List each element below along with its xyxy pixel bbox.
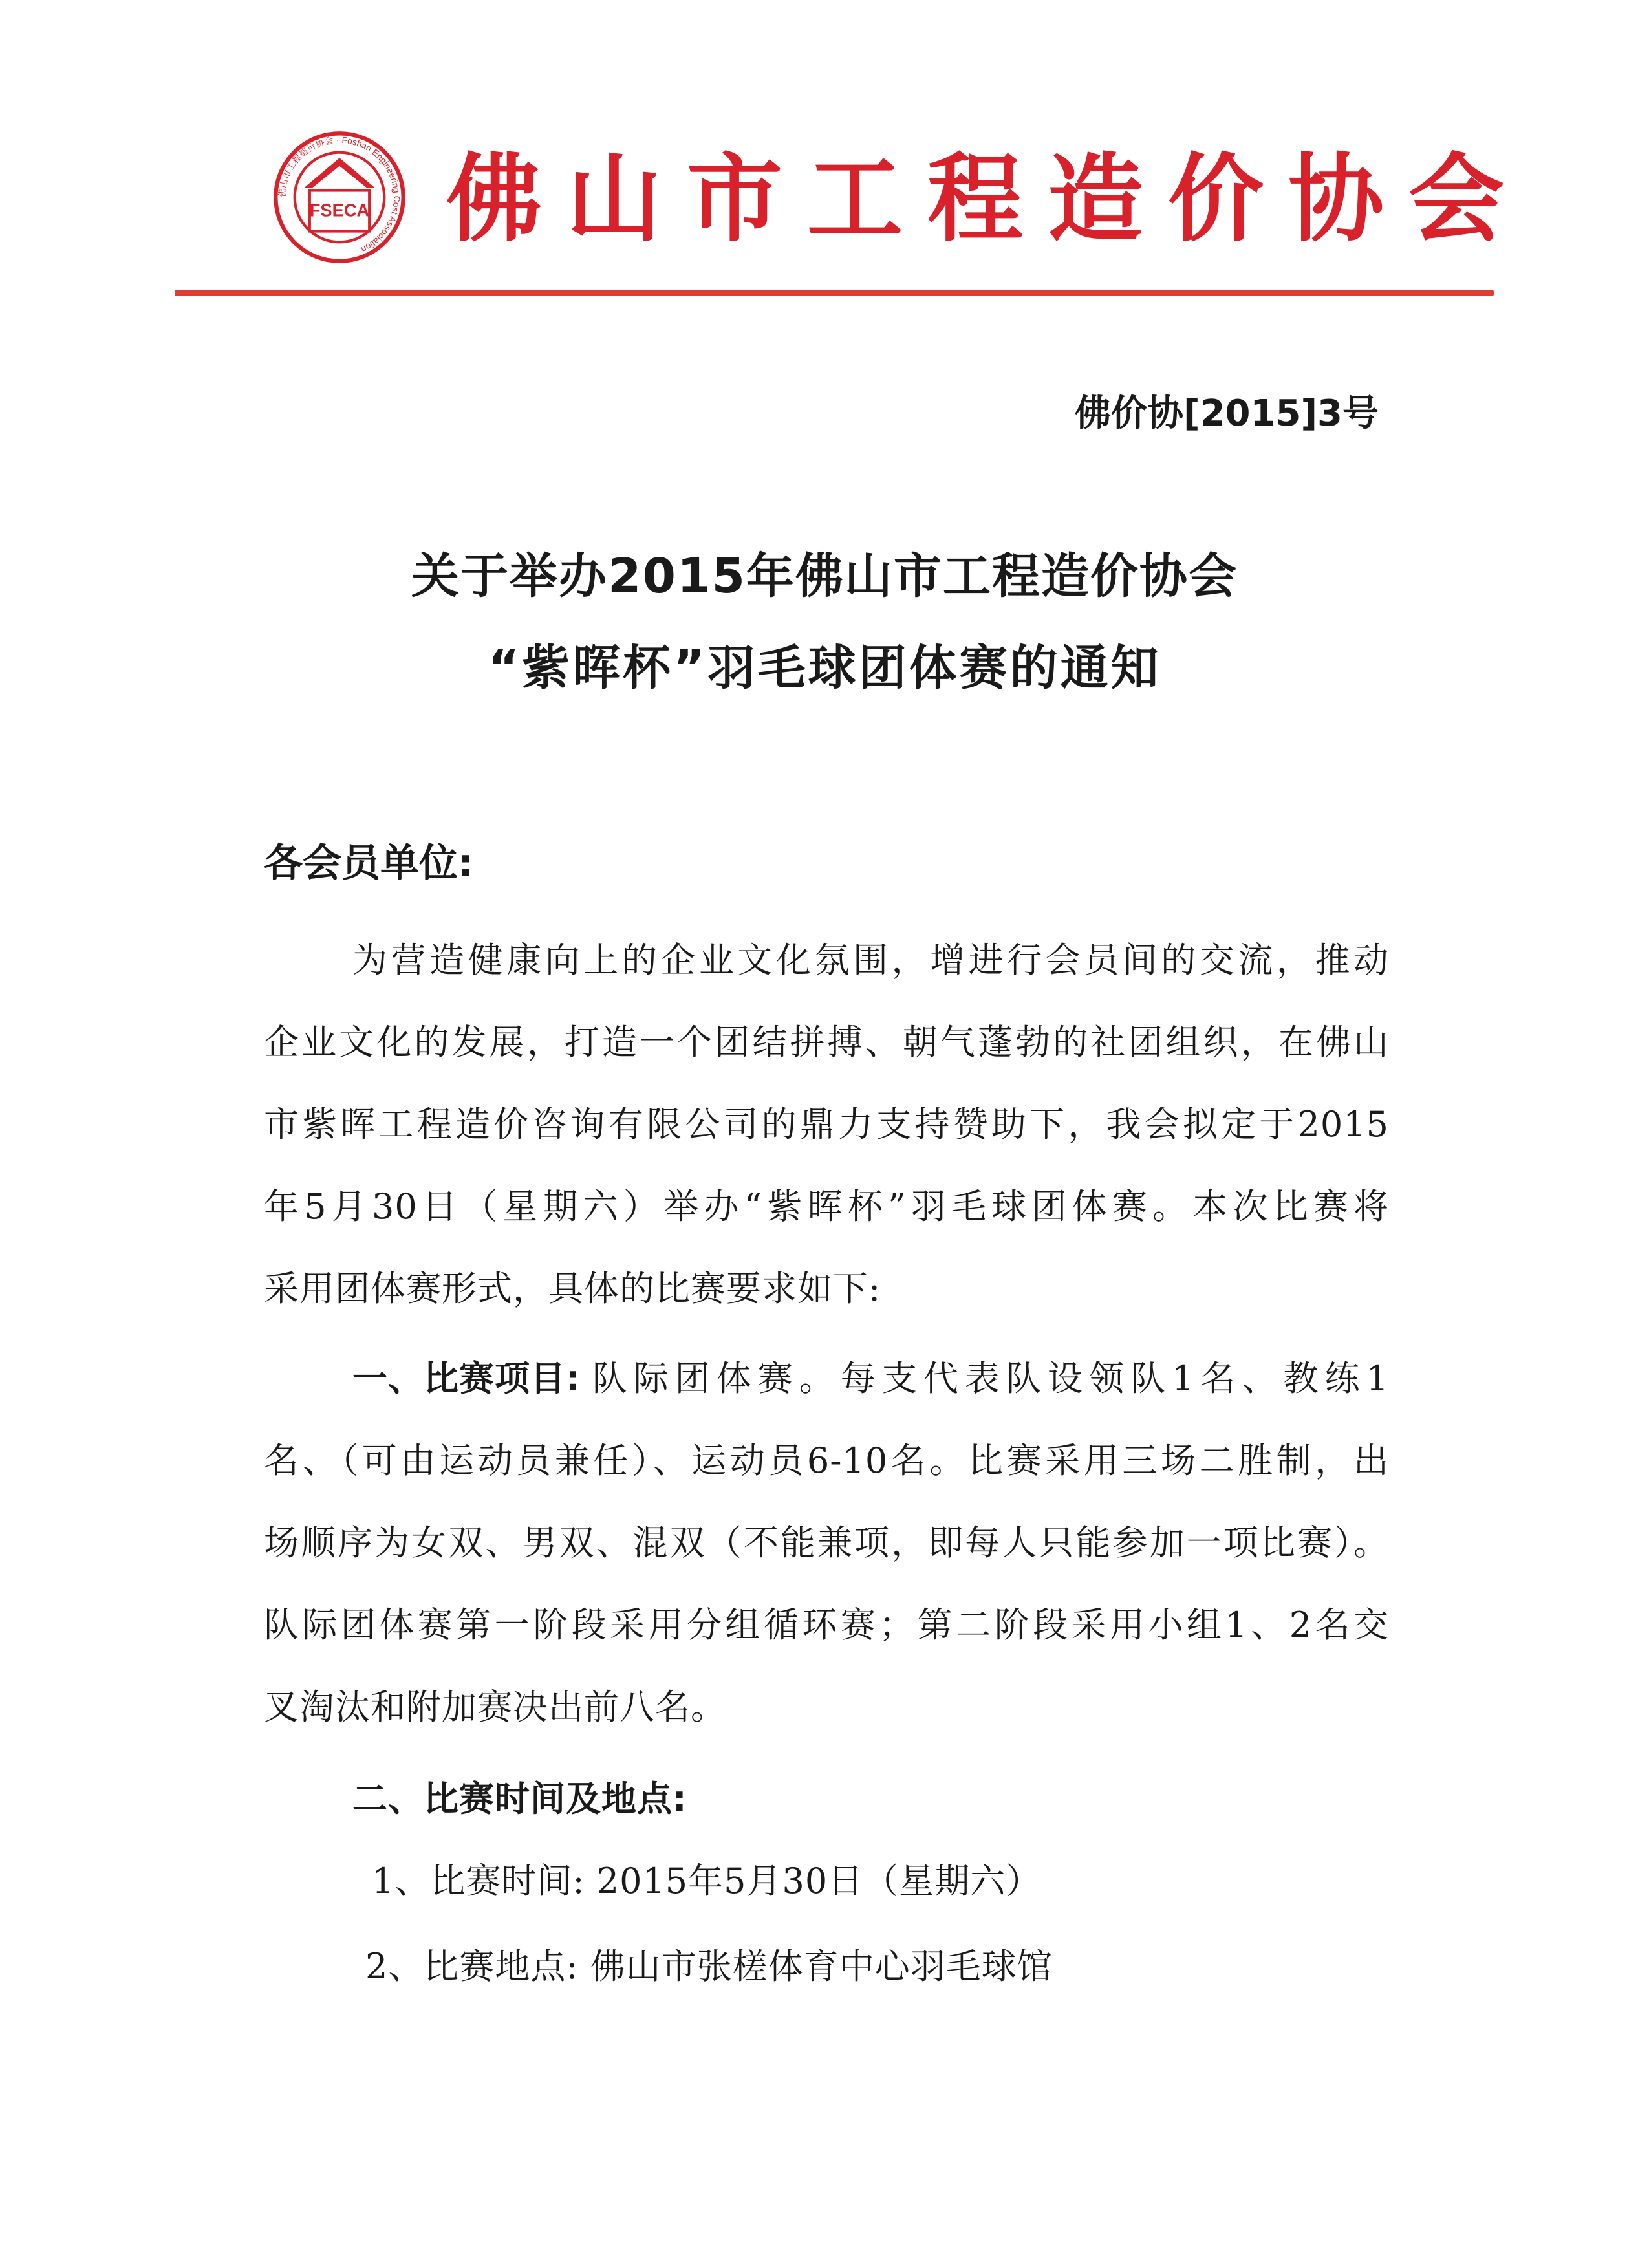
letterhead-divider bbox=[175, 290, 1494, 296]
paragraph-line: 采用团体赛形式，具体的比赛要求如下: bbox=[264, 1268, 881, 1309]
list-item: 1、比赛时间: 2015年5月30日（星期六） bbox=[372, 1861, 1042, 1901]
org-name: 佛山市工程造价协会 bbox=[446, 144, 1529, 255]
paragraph-line: 叉淘汰和附加赛决出前八名。 bbox=[264, 1687, 726, 1727]
svg-text:FSECA: FSECA bbox=[309, 200, 370, 221]
section-1-title: 一、比赛项目: bbox=[352, 1358, 581, 1399]
paragraph-line: 年5月30日（星期六）举办“紫晖杯”羽毛球团体赛。本次比赛将 bbox=[264, 1186, 1389, 1227]
paragraph-line: 队际团体赛第一阶段采用分组循环赛；第二阶段采用小组1、2名交 bbox=[264, 1604, 1389, 1645]
notice-title-line-1: 关于举办2015年佛山市工程造价协会 bbox=[411, 548, 1238, 604]
paragraph-line: 为营造健康向上的企业文化氛围，增进行会员间的交流，推动 bbox=[352, 940, 1389, 980]
document-number: 佛价协[2015]3号 bbox=[1074, 393, 1379, 435]
notice-title-line-2: “紫晖杯”羽毛球团体赛的通知 bbox=[488, 640, 1161, 696]
association-logo bbox=[272, 129, 407, 265]
paragraph-line: 场顺序为女双、男双、混双（不能兼项，即每人只能参加一项比赛）。 bbox=[264, 1522, 1389, 1563]
paragraph-line: 企业文化的发展，打造一个团结拼搏、朝气蓬勃的社团组织，在佛山 bbox=[264, 1022, 1389, 1063]
paragraph-line: 市紫晖工程造价咨询有限公司的鼎力支持赞助下，我会拟定于2015 bbox=[264, 1104, 1389, 1145]
paragraph-line: 名、（可由运动员兼任）、运动员6-10名。比赛采用三场二胜制，出 bbox=[264, 1440, 1389, 1481]
section-1-text: 队际团体赛。每支代表队设领队1名、教练1 bbox=[592, 1358, 1389, 1399]
list-item: 2、比赛地点: 佛山市张槎体育中心羽毛球馆 bbox=[365, 1946, 1053, 1987]
section-1-first-line bbox=[352, 1350, 1389, 1408]
salutation: 各会员单位: bbox=[264, 841, 473, 886]
section-2-title: 二、比赛时间及地点: bbox=[352, 1778, 687, 1819]
svg-text:佛山市工程造价协会 · Foshan Engineering: 佛山市工程造价协会 · Foshan Engineering Cost Association bbox=[277, 135, 402, 255]
